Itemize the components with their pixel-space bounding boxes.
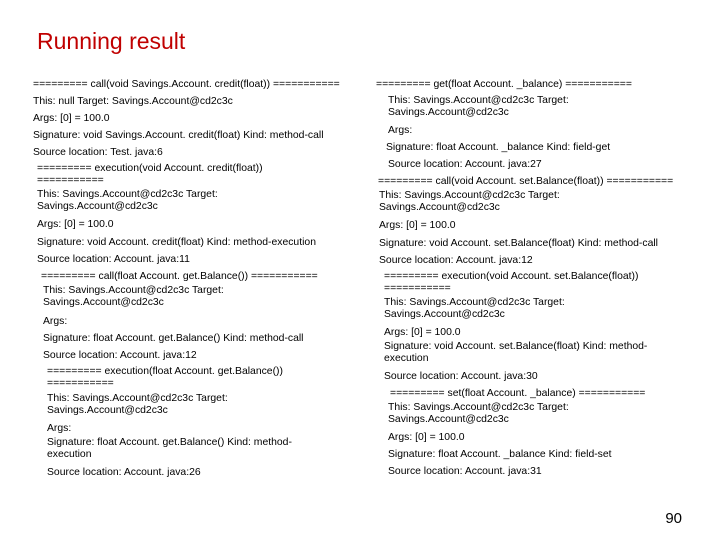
trace-separator: ========= execution(float Account. get.Balance()) =========== — [47, 366, 283, 390]
trace-line: This: Savings.Account@cd2c3c Target: Savings.Account@cd2c3c — [379, 190, 560, 214]
trace-line: Source location: Test. java:6 — [33, 147, 163, 159]
right-trace-column — [376, 76, 706, 480]
trace-line: This: Savings.Account@cd2c3c Target: Savings.Account@cd2c3c — [47, 393, 228, 417]
trace-separator: ========= execution(void Account. credit(float)) =========== — [37, 163, 263, 187]
trace-line: Source location: Account. java:26 — [47, 467, 201, 479]
trace-separator: ========= call(float Account. get.Balance()) =========== — [41, 270, 318, 282]
trace-line: Signature: void Savings.Account. credit(float) Kind: method-call — [33, 130, 324, 142]
trace-line: Source location: Account. java:12 — [379, 254, 533, 266]
trace-separator: ========= set(float Account. _balance) =========== — [390, 387, 646, 399]
trace-line: Source location: Account. java:30 — [384, 370, 538, 382]
trace-separator: ========= call(void Account. set.Balance(float)) =========== — [378, 176, 674, 188]
trace-line: This: Savings.Account@cd2c3c Target: Savings.Account@cd2c3c — [37, 189, 218, 213]
trace-line: Args: [0] = 100.0 — [33, 113, 110, 125]
trace-line: Source location: Account. java:11 — [37, 253, 190, 265]
trace-line: Args: — [43, 315, 68, 327]
trace-line: Signature: float Account. get.Balance() Kind: method-call — [43, 332, 304, 344]
trace-line: Args: — [388, 125, 413, 137]
trace-line: Args: [0] = 100.0 — [384, 326, 461, 338]
trace-line: This: Savings.Account@cd2c3c Target: Savings.Account@cd2c3c — [388, 95, 569, 119]
trace-line: This: Savings.Account@cd2c3c Target: Savings.Account@cd2c3c — [388, 402, 569, 426]
trace-line: This: Savings.Account@cd2c3c Target: Savings.Account@cd2c3c — [43, 284, 224, 308]
trace-line: This: null Target: Savings.Account@cd2c3c — [33, 96, 233, 108]
trace-line: Source location: Account. java:27 — [388, 159, 542, 171]
trace-line: Signature: float Account. _balance Kind: field-set — [388, 449, 612, 461]
trace-line: Source location: Account. java:31 — [388, 466, 542, 478]
trace-line: Signature: float Account. _balance Kind: field-get — [386, 142, 611, 154]
trace-line: Signature: void Account. set.Balance(float) Kind: method-call — [379, 237, 658, 249]
trace-separator: ========= get(float Account. _balance) =========== — [376, 79, 632, 90]
left-trace-column — [33, 76, 353, 481]
trace-line: Args: [0] = 100.0 — [37, 219, 114, 231]
trace-line: Signature: void Account. set.Balance(float) Kind: method-execution — [384, 340, 648, 364]
trace-line: This: Savings.Account@cd2c3c Target: Savings.Account@cd2c3c — [384, 296, 565, 320]
trace-separator: ========= execution(void Account. set.Balance(float)) =========== — [384, 270, 639, 294]
trace-line: Source location: Account. java:12 — [43, 350, 197, 362]
slide-title: Running result — [37, 28, 186, 54]
trace-line: Args: [0] = 100.0 — [379, 220, 456, 232]
page-number: 90 — [665, 510, 682, 527]
trace-line: Signature: void Account. credit(float) Kind: method-execution — [37, 236, 316, 248]
trace-separator: ========= call(void Savings.Account. credit(float)) =========== — [33, 79, 340, 90]
trace-line: Args: [0] = 100.0 — [388, 432, 465, 444]
trace-line: Args: — [47, 423, 72, 435]
trace-line: Signature: float Account. get.Balance() Kind: method-execution — [47, 437, 292, 461]
